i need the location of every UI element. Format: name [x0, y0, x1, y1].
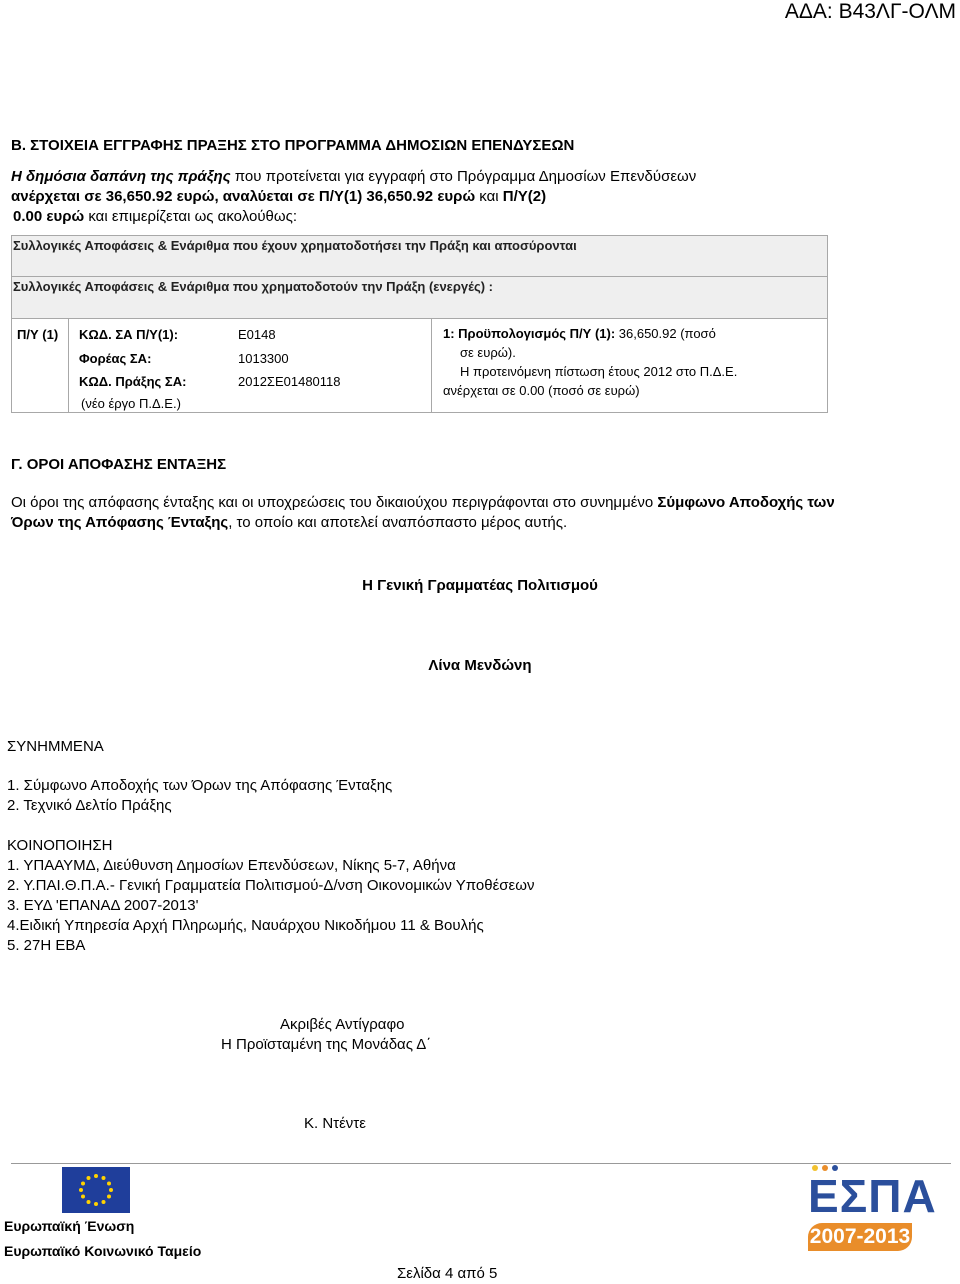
table-divider-2: [431, 318, 432, 413]
line1-rest: που προτείνεται για εγγραφή στο Πρόγραμμα Δημοσίων Επενδύσεων: [230, 168, 697, 185]
sa-code-label: ΚΩΔ. ΣΑ Π/Υ(1):: [79, 327, 179, 342]
active-decisions-label: Συλλογικές Αποφάσεις & Ενάριθμα που χρηματοδοτούν την Πράξη (ενεργές) :: [13, 279, 494, 294]
unit-head-name: Κ. Ντέντε: [304, 1115, 366, 1132]
py-label: Π/Υ (1): [17, 327, 59, 342]
notification-item: 3. ΕΥΔ 'ΕΠΑΝΑΔ 2007-2013': [7, 897, 199, 914]
sa-project-code-value: 2012ΣΕ01480118: [238, 374, 341, 389]
eu-flag-icon: [62, 1167, 130, 1213]
espa-years: 2007-2013: [808, 1223, 912, 1251]
line2-and: και: [475, 188, 503, 205]
line2-py2: Π/Υ(2): [502, 188, 547, 205]
notification-item: 5. 27Η ΕΒΑ: [7, 937, 86, 954]
espa-logo: [806, 1165, 937, 1255]
budget-line-1: [443, 326, 716, 341]
notification-title: ΚΟΙΝΟΠΟΙΗΣΗ: [7, 837, 113, 854]
line3-amount: 0.00 ευρώ: [13, 208, 85, 225]
signatory-name: Λίνα Μενδώνη: [428, 657, 532, 674]
signatory-role: Η Γενική Γραμματέας Πολιτισμού: [362, 577, 598, 594]
sa-code-value: Ε0148: [238, 327, 276, 342]
terms-text: Οι όροι της απόφασης ένταξης και οι υποχρεώσεις του δικαιούχου περιγράφονται στο συνημμένο: [11, 494, 658, 511]
ada-code: ΑΔΑ: Β43ΛΓ-ΟΛΜ: [784, 0, 956, 23]
notification-item: 1. ΥΠΑΑΥΜΔ, Διεύθυνση Δημοσίων Επενδύσεων, Νίκης 5-7, Αθήνα: [7, 857, 456, 874]
sa-body-label: Φορέας ΣΑ:: [79, 351, 152, 366]
terms-agreement-link: Σύμφωνο Αποδοχής των: [657, 494, 835, 511]
section-b-line3: [13, 207, 297, 227]
esf-label: Ευρωπαϊκό Κοινωνικό Ταμείο: [4, 1243, 202, 1259]
line2-amount: ανέρχεται σε 36,650.92 ευρώ, αναλύεται σε Π/Υ(1) 36,650.92 ευρώ: [11, 188, 476, 205]
attachments-title: ΣΥΝΗΜΜΕΝΑ: [7, 738, 104, 755]
terms-text-end: , το οποίο και αποτελεί αναπόσπαστο μέρος αυτής.: [228, 514, 568, 531]
eu-label: Ευρωπαϊκή Ένωση: [4, 1218, 135, 1234]
section-b-title: Β. ΣΤΟΙΧΕΙΑ ΕΓΓΡΑΦΗΣ ΠΡΑΞΗΣ ΣΤΟ ΠΡΟΓΡΑΜΜΑ ΔΗΜΟΣΙΩΝ ΕΠΕΝΔΥΣΕΩΝ: [11, 137, 575, 154]
section-b-line2: [11, 187, 546, 207]
sa-project-code-label: ΚΩΔ. Πράξης ΣΑ:: [79, 374, 187, 389]
budget-line-2: σε ευρώ).: [460, 345, 516, 360]
footer-divider: [11, 1163, 951, 1164]
attachment-item: 1. Σύμφωνο Αποδοχής των Όρων της Απόφασης Ένταξης: [7, 777, 393, 794]
page-number: Σελίδα 4 από 5: [397, 1265, 498, 1282]
notification-item: 4.Ειδική Υπηρεσία Αρχή Πληρωμής, Ναυάρχου Νικοδήμου 11 & Βουλής: [7, 917, 484, 934]
budget-line-3: Η προτεινόμενη πίστωση έτους 2012 στο Π.Δ.Ε.: [460, 364, 738, 379]
certified-copy-label: Ακριβές Αντίγραφο: [280, 1016, 405, 1033]
public-expense-label: Η δημόσια δαπάνη της πράξης: [11, 168, 231, 185]
attachment-item: 2. Τεχνικό Δελτίο Πράξης: [7, 797, 172, 814]
line3-rest: και επιμερίζεται ως ακολούθως:: [84, 208, 297, 225]
notification-item: 2. Υ.ΠΑΙ.Θ.Π.Α.- Γενική Γραμματεία Πολιτισμού-Δ/νση Οικονομικών Υποθέσεων: [7, 877, 535, 894]
unit-head-label: Η Προϊσταμένη της Μονάδας Δ΄: [221, 1036, 432, 1053]
espa-wordmark: ΕΣΠΑ: [808, 1170, 937, 1222]
table-divider-1: [68, 318, 69, 413]
section-c-title: Γ. ΟΡΟΙ ΑΠΟΦΑΣΗΣ ΕΝΤΑΞΗΣ: [11, 456, 227, 473]
budget-label: 1: Προϋπολογισμός Π/Υ (1):: [443, 326, 616, 341]
budget-line-4: ανέρχεται σε 0.00 (ποσό σε ευρώ): [443, 383, 640, 398]
new-project-note: (νέο έργο Π.Δ.Ε.): [81, 396, 181, 411]
terms-agreement-cont: Όρων της Απόφασης Ένταξης: [11, 514, 229, 531]
sa-body-value: 1013300: [238, 351, 289, 366]
section-c-p2: [11, 513, 567, 533]
section-c-p1: [11, 493, 835, 513]
budget-amount: 36,650.92 (ποσό: [615, 326, 716, 341]
withdrawn-decisions-label: Συλλογικές Αποφάσεις & Ενάριθμα που έχουν χρηματοδοτήσει την Πράξη και αποσύρονται: [13, 238, 577, 253]
section-b-line1: [11, 167, 696, 187]
